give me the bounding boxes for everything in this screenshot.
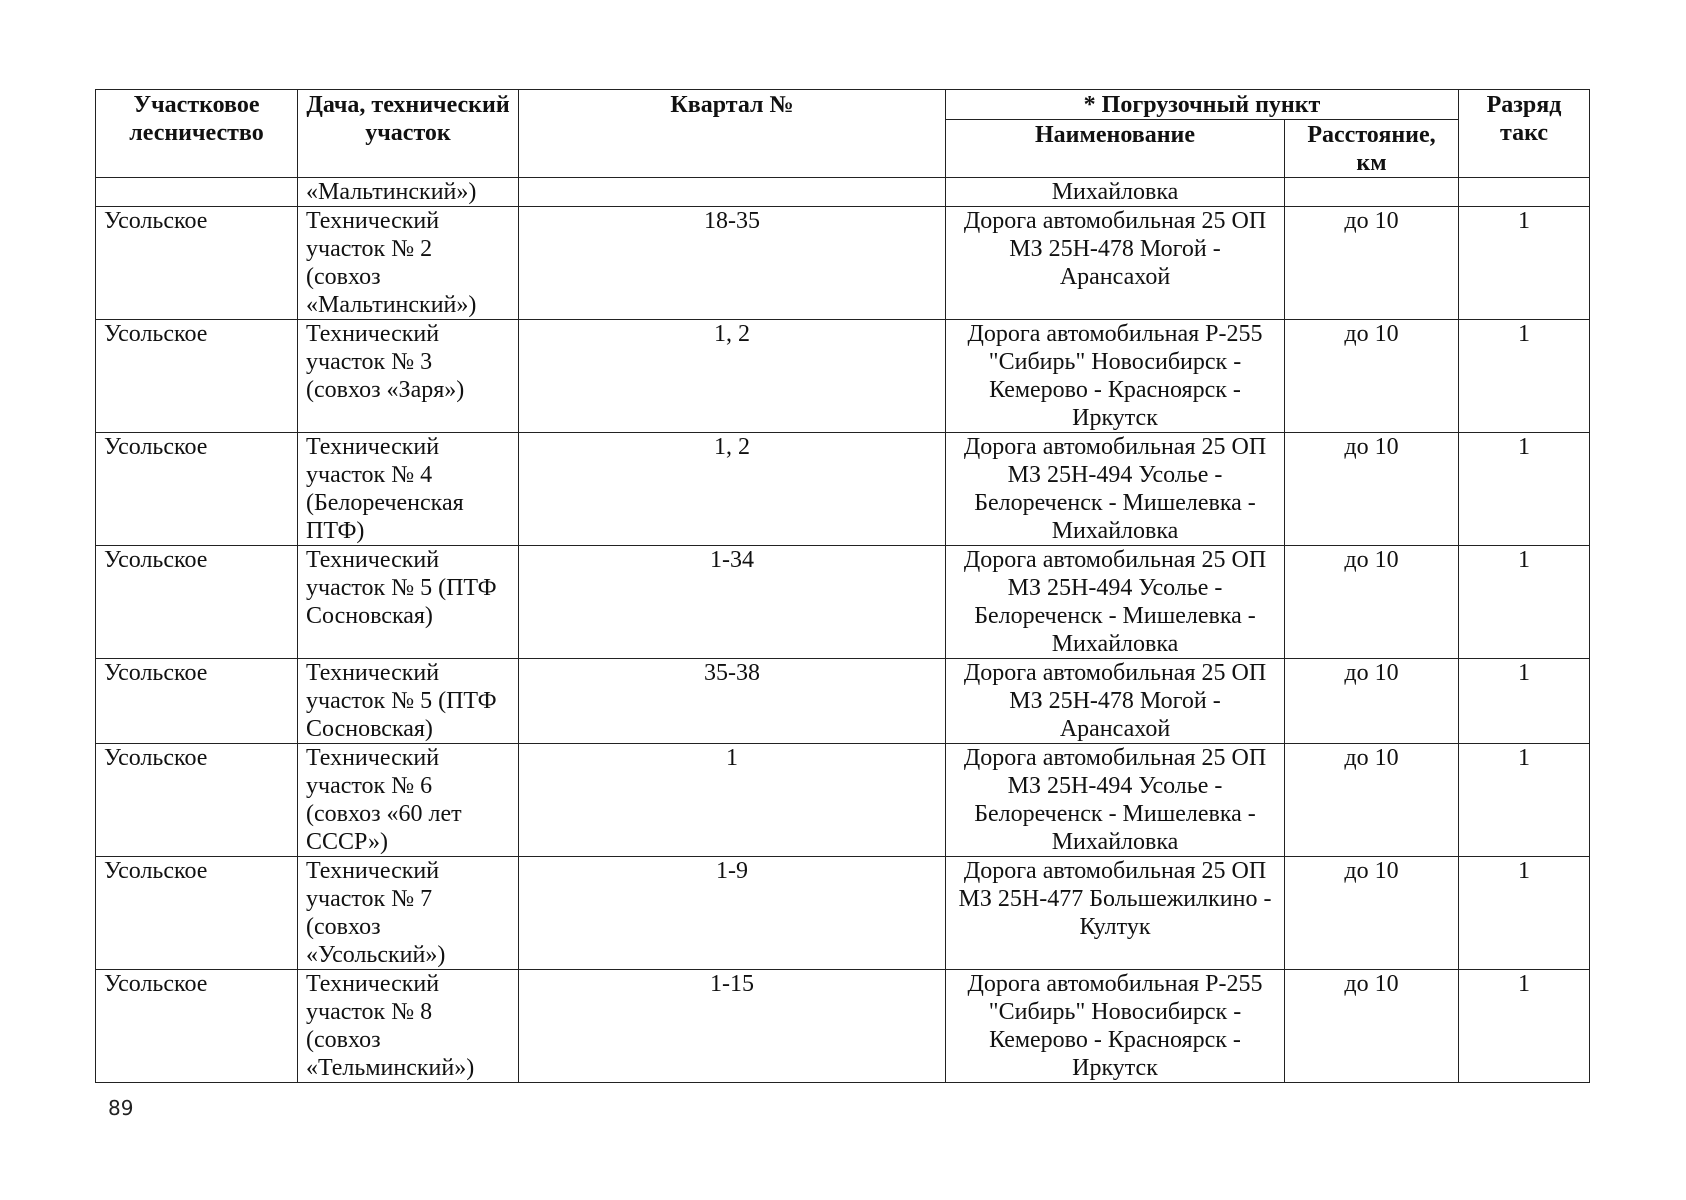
cell-rank: 1 — [1459, 320, 1590, 433]
cell-distance: до 10 — [1285, 433, 1459, 546]
cell-distance: до 10 — [1285, 546, 1459, 659]
cell-name: Дорога автомобильная 25 ОП МЗ 25Н-478 Могой - Арансахой — [946, 207, 1285, 320]
cell-distance: до 10 — [1285, 207, 1459, 320]
cell-forestry: Усольское — [96, 744, 298, 857]
cell-dacha: Технический участок № 5 (ПТФ Сосновская) — [298, 659, 519, 744]
cell-quarter: 1, 2 — [519, 320, 946, 433]
cell-distance: до 10 — [1285, 659, 1459, 744]
cell-rank: 1 — [1459, 857, 1590, 970]
cell-forestry: Усольское — [96, 970, 298, 1083]
header-name: Наименование — [946, 120, 1285, 178]
table-row — [96, 659, 1590, 744]
header-loading-point: * Погрузочный пункт — [946, 90, 1459, 120]
cell-rank: 1 — [1459, 207, 1590, 320]
cell-dacha: Технический участок № 8 (совхоз «Тельминский») — [298, 970, 519, 1083]
cell-distance: до 10 — [1285, 744, 1459, 857]
cell-distance: до 10 — [1285, 970, 1459, 1083]
cell-name: Михайловка — [946, 178, 1285, 207]
cell-name: Дорога автомобильная 25 ОП МЗ 25Н-494 Усолье - Белореченск - Мишелевка - Михайловка — [946, 744, 1285, 857]
cell-name: Дорога автомобильная 25 ОП МЗ 25Н-494 Усолье - Белореченск - Мишелевка - Михайловка — [946, 433, 1285, 546]
table-row — [96, 546, 1590, 659]
header-dacha: Дача, технический участок — [298, 90, 519, 178]
cell-dacha: Технический участок № 2 (совхоз «Мальтинский») — [298, 207, 519, 320]
cell-quarter — [519, 178, 946, 207]
cell-quarter: 1-15 — [519, 970, 946, 1083]
cell-dacha: Технический участок № 6 (совхоз «60 лет СССР») — [298, 744, 519, 857]
header-row-top — [96, 90, 1590, 120]
cell-quarter: 18-35 — [519, 207, 946, 320]
table-row — [96, 857, 1590, 970]
cell-rank: 1 — [1459, 744, 1590, 857]
cell-quarter: 1-9 — [519, 857, 946, 970]
cell-distance: до 10 — [1285, 320, 1459, 433]
cell-rank: 1 — [1459, 433, 1590, 546]
cell-forestry: Усольское — [96, 207, 298, 320]
cell-forestry: Усольское — [96, 659, 298, 744]
cell-forestry: Усольское — [96, 857, 298, 970]
cell-forestry: Усольское — [96, 546, 298, 659]
table-row-continuation — [96, 178, 1590, 207]
cell-name: Дорога автомобильная 25 ОП МЗ 25Н-494 Усолье - Белореченск - Мишелевка - Михайловка — [946, 546, 1285, 659]
table-row — [96, 433, 1590, 546]
cell-forestry: Усольское — [96, 320, 298, 433]
cell-quarter: 1-34 — [519, 546, 946, 659]
cell-rank: 1 — [1459, 659, 1590, 744]
cell-rank — [1459, 178, 1590, 207]
header-rank: Разряд такс — [1459, 90, 1590, 178]
table-row — [96, 207, 1590, 320]
cell-dacha: «Мальтинский») — [298, 178, 519, 207]
loading-points-table — [95, 89, 1590, 1083]
cell-dacha: Технический участок № 4 (Белореченская ПТФ) — [298, 433, 519, 546]
cell-forestry: Усольское — [96, 433, 298, 546]
table-row — [96, 970, 1590, 1083]
cell-quarter: 1, 2 — [519, 433, 946, 546]
cell-rank: 1 — [1459, 546, 1590, 659]
table-row — [96, 744, 1590, 857]
page-number: 89 — [108, 1096, 134, 1120]
cell-name: Дорога автомобильная Р-255 "Сибирь" Новосибирск - Кемерово - Красноярск - Иркутск — [946, 320, 1285, 433]
header-quarter: Квартал № — [519, 90, 946, 178]
cell-name: Дорога автомобильная Р-255 "Сибирь" Новосибирск - Кемерово - Красноярск - Иркутск — [946, 970, 1285, 1083]
table-row — [96, 320, 1590, 433]
cell-quarter: 1 — [519, 744, 946, 857]
cell-forestry — [96, 178, 298, 207]
cell-dacha: Технический участок № 7 (совхоз «Усольский») — [298, 857, 519, 970]
cell-name: Дорога автомобильная 25 ОП МЗ 25Н-478 Могой - Арансахой — [946, 659, 1285, 744]
cell-quarter: 35-38 — [519, 659, 946, 744]
cell-name: Дорога автомобильная 25 ОП МЗ 25Н-477 Большежилкино - Култук — [946, 857, 1285, 970]
cell-distance — [1285, 178, 1459, 207]
header-forestry: Участковое лесничество — [96, 90, 298, 178]
cell-distance: до 10 — [1285, 857, 1459, 970]
cell-dacha: Технический участок № 5 (ПТФ Сосновская) — [298, 546, 519, 659]
cell-dacha: Технический участок № 3 (совхоз «Заря») — [298, 320, 519, 433]
header-distance: Расстояние, км — [1285, 120, 1459, 178]
cell-rank: 1 — [1459, 970, 1590, 1083]
